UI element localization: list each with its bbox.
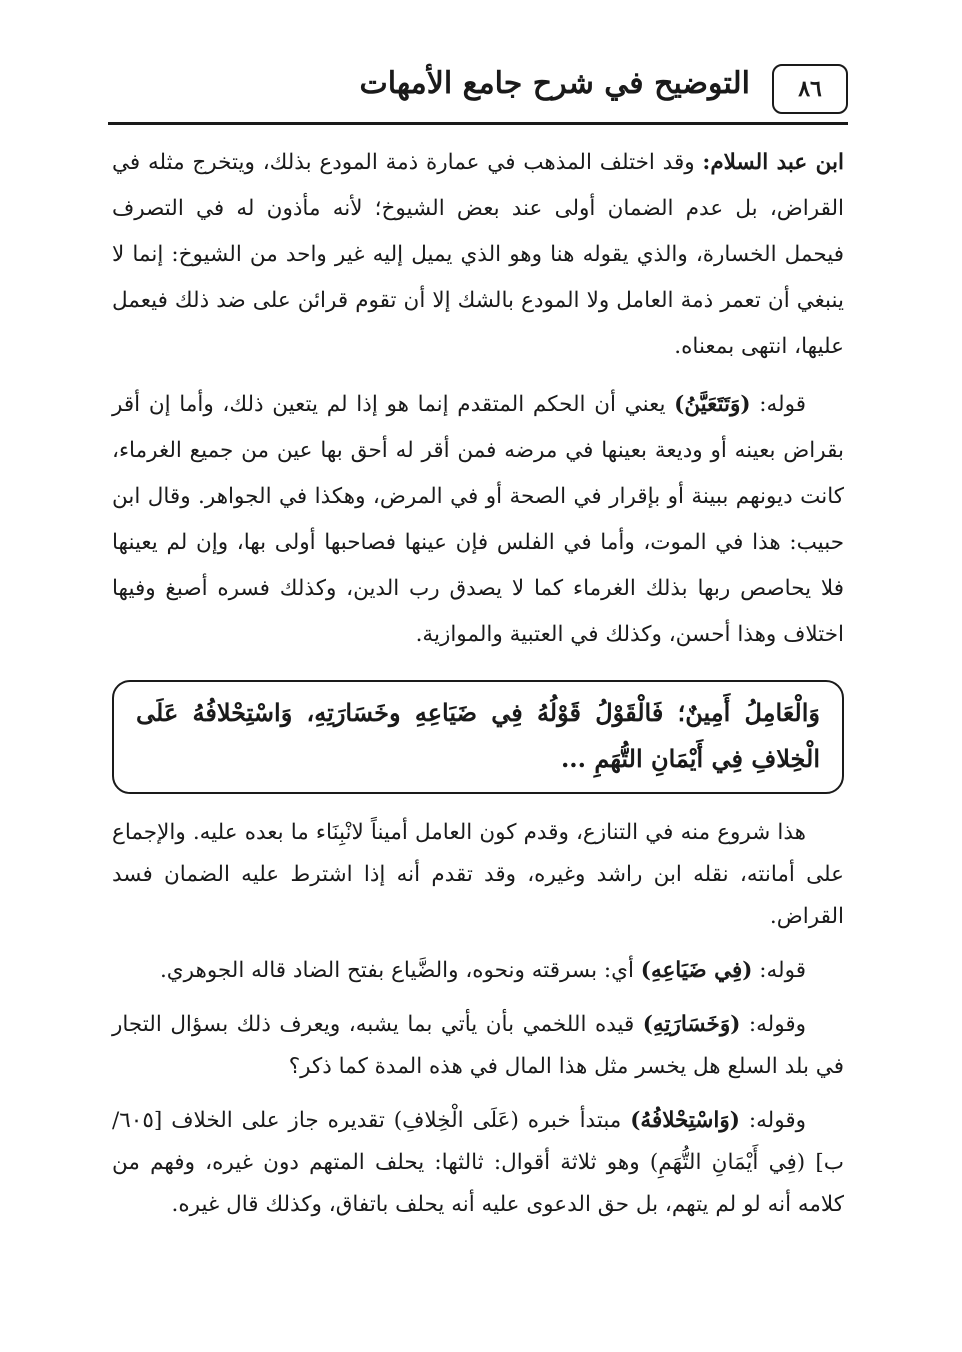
paragraph-prefix: قوله: [750, 392, 806, 417]
commentary-section [112, 812, 844, 1226]
commentary-paragraph [112, 950, 844, 992]
paragraph-ibn-abd-al-salam [112, 140, 844, 370]
book-title: التوضيح في شرح جامع الأمهات [359, 66, 750, 101]
commentary-paragraph [112, 1004, 844, 1088]
commentary-prefix: قوله: [752, 958, 806, 983]
commentary-paragraph [112, 812, 844, 938]
commentary-term: (فِي ضَيَاعِهِ) [640, 958, 753, 983]
commentary-text: أي: بسرقته ونحوه، والضَّياع بفتح الضاد قاله الجوهري. [159, 958, 641, 983]
commentary-text: مبتدأ خبره (عَلَى الْخِلافِ) تقديره جاز على الخلاف [٦٠٥/ ب] (فِي أَيْمَانِ التُّهَمِ) وهو ثلاثة أقوال: ثالثها: يحلف المتهم دون غيره، وفهم من كلامه أنه لو لم يتهم، بل حق الدعوى عليه أنه يحلف باتفاق، وكذلك قال غيره. [112, 1108, 844, 1217]
commentary-prefix: وقوله: [739, 1108, 806, 1133]
page-header [108, 58, 848, 124]
commentary-prefix: وقوله: [740, 1012, 806, 1037]
commentary-term: (وَخَسَارَتِهِ) [642, 1012, 741, 1037]
paragraph-term: (وَتَتَعَيَّنُ) [674, 392, 751, 417]
paragraph-text: وقد اختلف المذهب في عمارة ذمة المودع بذلك، ويتخرج مثله في القراض، بل عدم الضمان أولى عند بعض الشيوخ؛ لأنه مأذون له في التصرف فيحمل الخسارة، والذي يقوله هنا وهو الذي يميل إليه غير واحد من الشيوخ: إنما لا ينبغي أن تعمر ذمة العامل ولا المودع بالشك إلا أن تقوم قرائن على ضد ذلك فيعمل عليها، انتهى بمعناه. [112, 150, 844, 359]
paragraph-wa-tataayyan [112, 382, 844, 658]
header-rule [108, 122, 848, 125]
commentary-text: هذا شروع منه في التنازع، وقدم كون العامل أميناً لانْبِنَاء ما بعده عليه. والإجماع على أمانته، نقله ابن راشد وغيره، وقد تقدم أنه إذا اشترط عليه الضمان فسد القراض. [112, 820, 844, 929]
commentary-text: قيده اللخمي بأن يأتي بما يشبه، ويعرف ذلك بسؤال التجار في بلد السلع هل يخسر مثل هذا المال في هذه المدة كما ذكر؟ [112, 1012, 844, 1079]
paragraph-text: يعني أن الحكم المتقدم إنما هو إذا لم يتعين ذلك، وأما إن أقر بقراض بعينه أو وديعة بعينها في مرضه فمن أقر له أحق بها عين من جميع الغرماء، كانت ديونهم ببينة أو بإقرار في الصحة أو في المرض، وهكذا في الجواهر. وقال ابن حبيب: هذا في الموت، وأما في الفلس فإن عينها فصاحبها أولى بها، وإن لم يعينها فلا يحاصص ربها بذلك الغرماء كما لا يصدق رب الدين، وكذلك فسره أصبغ وفيها اختلاف وهذا أحسن، وكذلك في العتبية والموازية. [112, 392, 844, 647]
matn-box: وَالْعَامِلُ أَمِينٌ؛ فَالْقَوْلُ قَوْلُهُ فِي ضَيَاعِهِ وخَسَارَتِهِ، وَاسْتِحْلافُهُ عَلَى الْخِلافِ فِي أَيْمَانِ التُّهَمِ ... [112, 680, 844, 794]
commentary-paragraph [112, 1100, 844, 1226]
commentary-term: (وَاسْتِحْلافُهُ) [630, 1108, 740, 1133]
page-number: ٨٦ [772, 64, 848, 114]
paragraph-term: ابن عبد السلام: [702, 150, 844, 175]
page-body [112, 140, 844, 1226]
